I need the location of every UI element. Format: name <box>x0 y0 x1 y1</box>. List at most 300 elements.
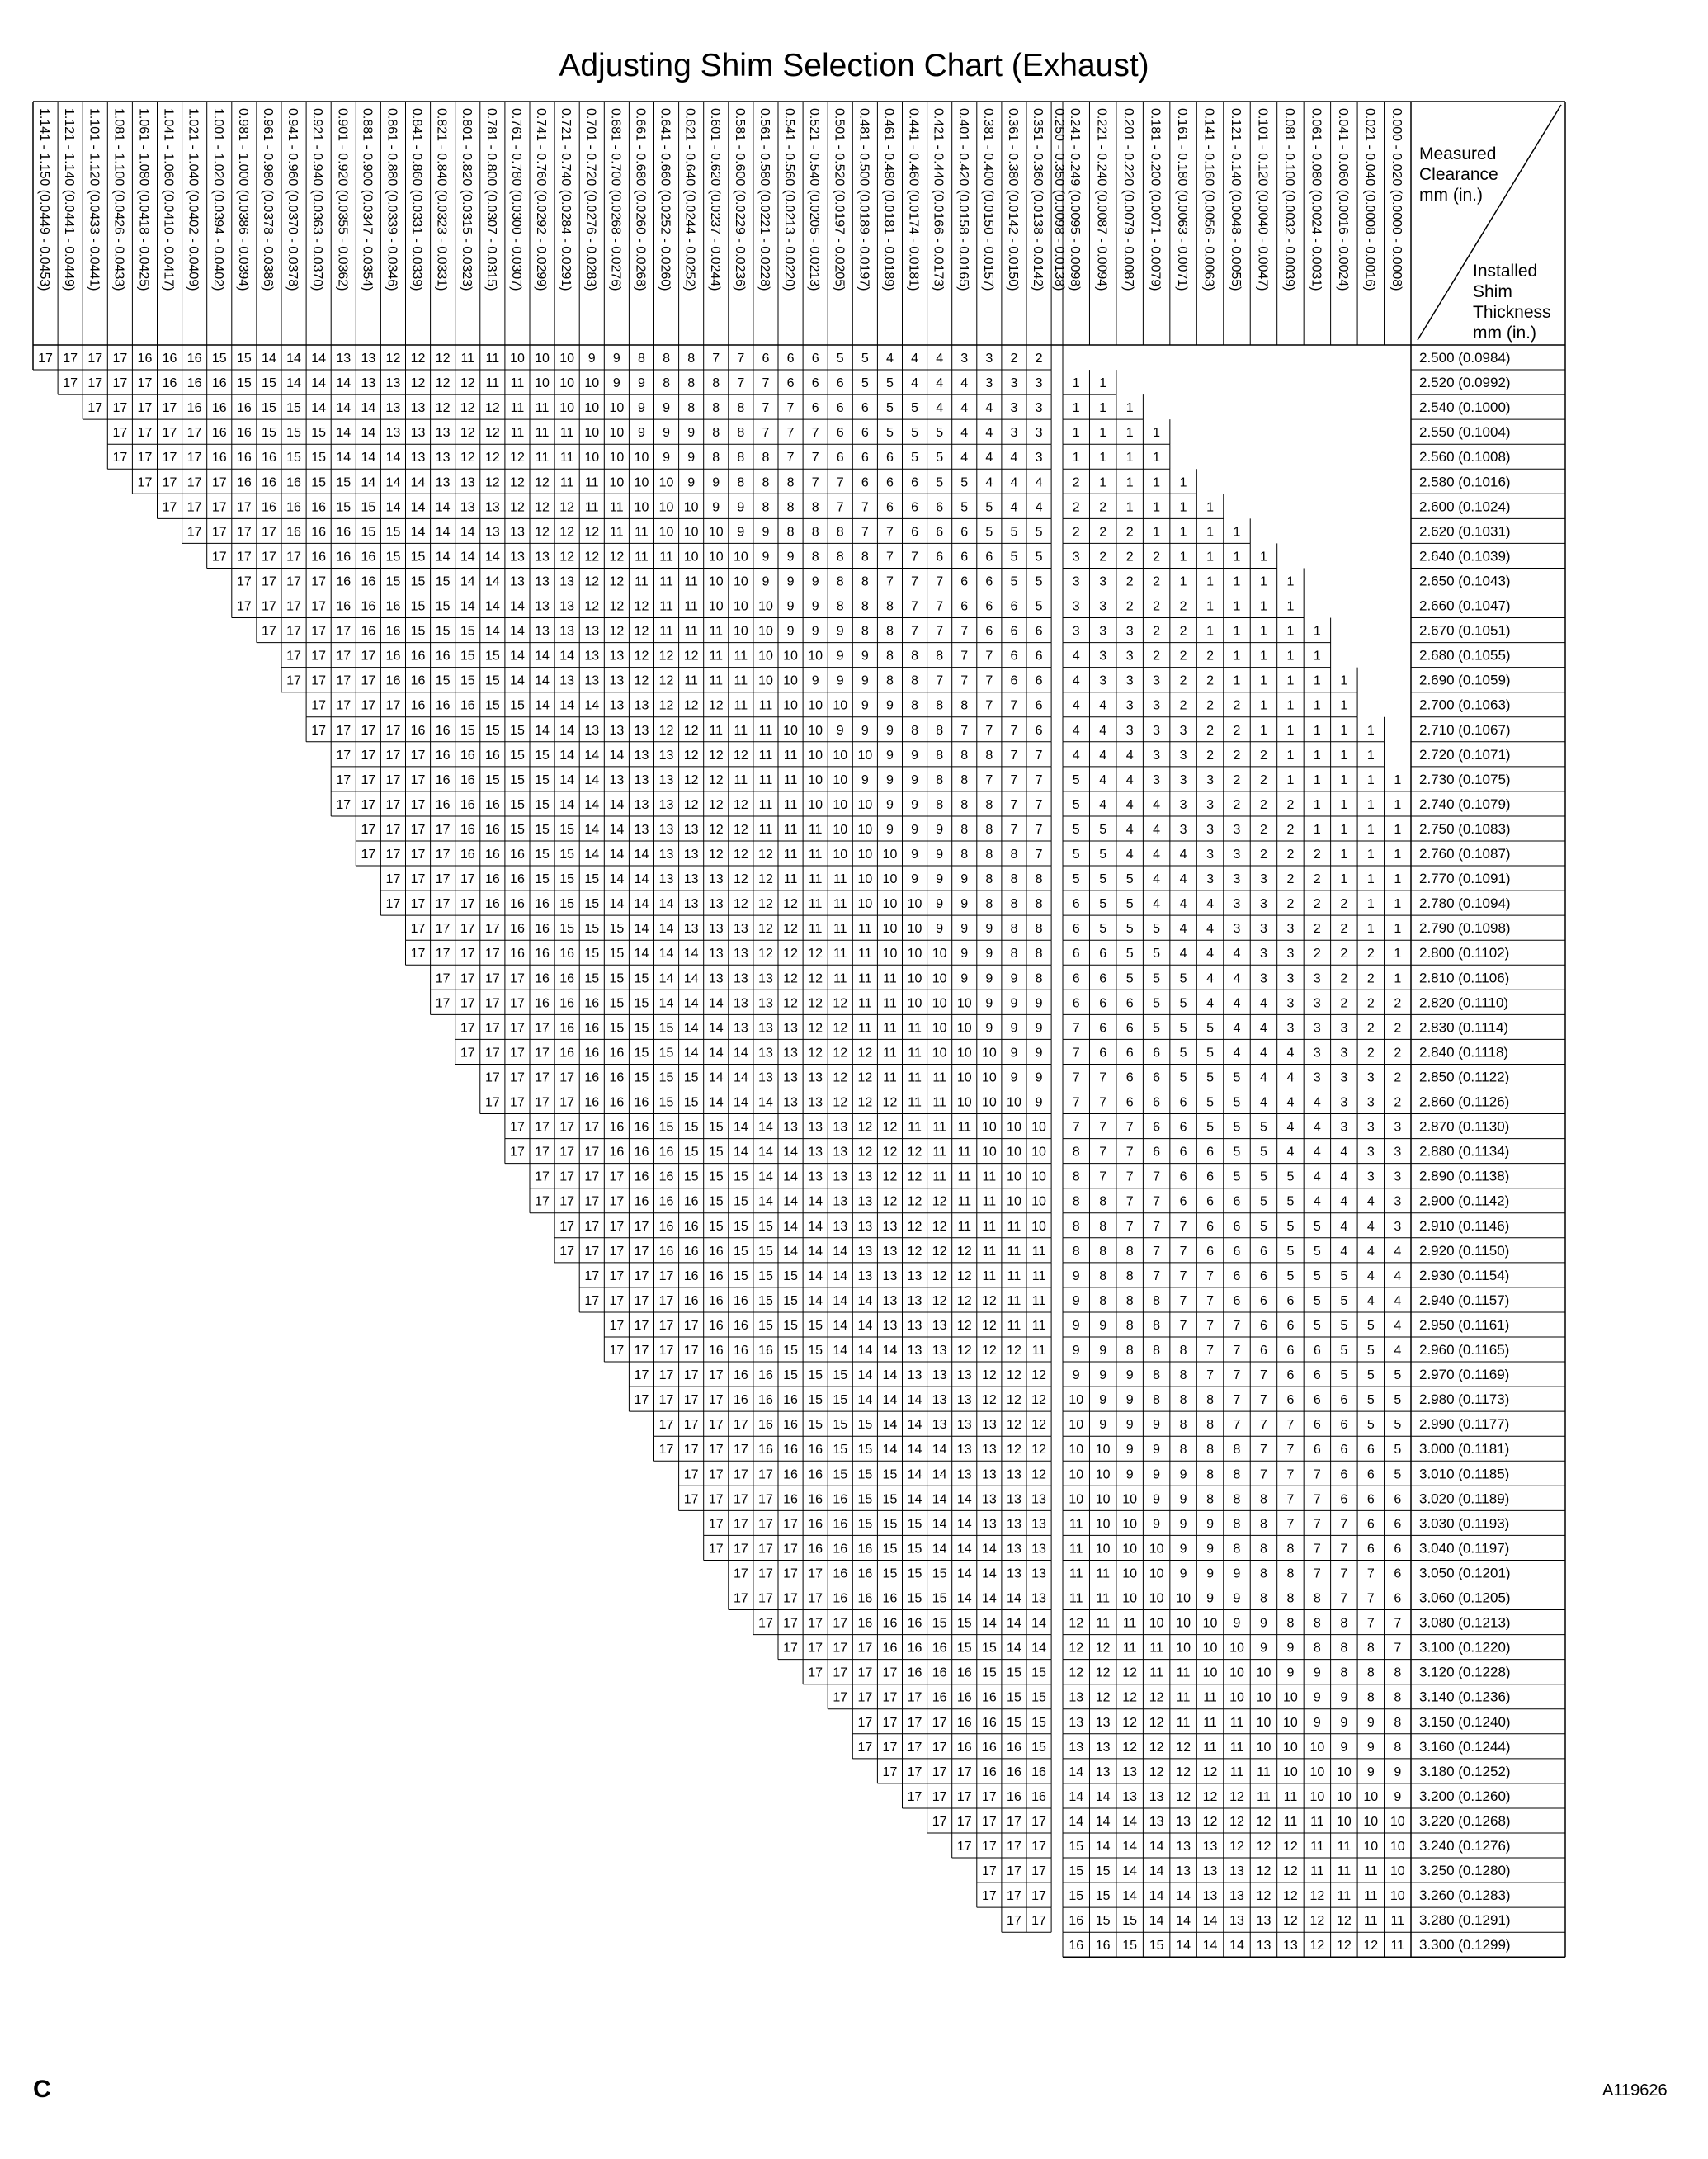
shim-number: 13 <box>981 1517 997 1532</box>
shim-number: 10 <box>1390 1889 1405 1904</box>
shim-number: 12 <box>758 872 773 887</box>
shim-number: 4 <box>1313 1169 1321 1184</box>
shim-number: 15 <box>1031 1665 1046 1680</box>
shim-number: 10 <box>584 451 600 465</box>
shim-number: 9 <box>1366 1740 1375 1755</box>
shim-number: 9 <box>1179 1467 1187 1482</box>
shim-number: 9 <box>1099 1418 1107 1433</box>
shim-number: 17 <box>311 673 327 688</box>
shim-number: 6 <box>1035 649 1043 664</box>
shim-number: 10 <box>708 574 724 589</box>
shim-number: 5 <box>1206 1095 1214 1110</box>
shim-number: 3 <box>1153 772 1161 787</box>
shim-number: 14 <box>559 797 575 812</box>
shim-number: 7 <box>1366 1591 1375 1606</box>
shim-number: 15 <box>1149 1939 1164 1953</box>
shim-number: 13 <box>1149 1814 1164 1829</box>
thickness-label: 3.220 (0.1268) <box>1419 1812 1511 1829</box>
shim-number: 14 <box>609 797 625 812</box>
shim-number: 16 <box>385 649 401 664</box>
shim-number: 6 <box>1206 1169 1214 1184</box>
shim-number: 6 <box>1206 1194 1214 1209</box>
shim-number: 7 <box>936 599 944 614</box>
clearance-column-header: 0.741 - 0.760 (0.0292 - 0.0299) <box>534 108 549 291</box>
shim-number: 12 <box>510 500 525 515</box>
shim-number: 11 <box>833 922 847 937</box>
shim-number: 17 <box>87 401 103 416</box>
shim-number: 13 <box>783 1046 798 1061</box>
shim-number: 11 <box>709 624 724 639</box>
shim-number: 14 <box>634 922 649 937</box>
shim-number: 6 <box>936 525 944 540</box>
shim-number: 17 <box>833 1616 848 1631</box>
shim-number: 9 <box>885 822 894 837</box>
shim-number: 3 <box>1072 624 1080 639</box>
shim-number: 17 <box>907 1765 922 1779</box>
shim-number: 15 <box>311 451 327 465</box>
shim-number: 5 <box>1179 971 1187 986</box>
shim-number: 17 <box>385 848 401 862</box>
shim-number: 14 <box>336 376 352 391</box>
shim-number: 17 <box>162 426 177 441</box>
shim-number: 8 <box>1035 872 1043 887</box>
shim-number: 8 <box>936 748 944 763</box>
clearance-column-header: 0.081 - 0.100 (0.0032 - 0.0039) <box>1281 108 1296 291</box>
shim-number: 12 <box>1336 1939 1352 1953</box>
shim-number: 6 <box>1260 1268 1267 1283</box>
shim-number: 11 <box>1364 1864 1378 1879</box>
thickness-label: 3.050 (0.1201) <box>1419 1565 1511 1581</box>
shim-number: 7 <box>985 698 993 713</box>
shim-number: 16 <box>981 1690 997 1705</box>
shim-number: 12 <box>1256 1864 1272 1879</box>
shim-number: 8 <box>836 574 844 589</box>
shim-number: 9 <box>1233 1616 1241 1631</box>
shim-number: 16 <box>385 624 401 639</box>
shim-number: 14 <box>1007 1591 1021 1606</box>
shim-number: 15 <box>584 922 600 937</box>
shim-number: 14 <box>435 550 451 565</box>
shim-number: 6 <box>1206 1219 1214 1234</box>
shim-number: 12 <box>510 451 525 465</box>
shim-number: 9 <box>861 772 869 787</box>
shim-number: 7 <box>1206 1344 1214 1358</box>
shim-number: 8 <box>1313 1616 1321 1631</box>
shim-number: 16 <box>733 1393 748 1408</box>
shim-number: 1 <box>1233 574 1241 589</box>
shim-number: 4 <box>1233 996 1241 1011</box>
shim-number: 13 <box>559 574 575 589</box>
shim-number: 5 <box>1206 1120 1214 1135</box>
shim-number: 9 <box>936 872 944 887</box>
shim-number: 13 <box>758 971 773 986</box>
shim-number: 17 <box>1007 1864 1021 1879</box>
shim-number: 13 <box>609 698 625 713</box>
shim-number: 6 <box>861 401 869 416</box>
shim-number: 6 <box>1366 1443 1375 1457</box>
shim-number: 13 <box>783 1021 798 1036</box>
shim-number: 14 <box>609 822 625 837</box>
shim-number: 17 <box>311 624 327 639</box>
shim-number: 16 <box>783 1492 798 1507</box>
shim-number: 16 <box>336 525 352 540</box>
shim-number: 6 <box>1072 996 1080 1011</box>
shim-number: 7 <box>1125 1219 1134 1234</box>
shim-number: 10 <box>882 947 898 961</box>
shim-number: 15 <box>833 1418 848 1433</box>
shim-number: 15 <box>783 1368 798 1383</box>
shim-number: 10 <box>833 698 848 713</box>
shim-number: 6 <box>1072 971 1080 986</box>
shim-number: 2 <box>1153 649 1161 664</box>
shim-number: 14 <box>658 947 674 961</box>
clearance-column-header: 0.401 - 0.420 (0.0158 - 0.0165) <box>955 108 970 291</box>
shim-number: 10 <box>1283 1690 1298 1705</box>
shim-number: 10 <box>808 698 823 713</box>
shim-number: 9 <box>985 947 993 961</box>
shim-number: 11 <box>1007 1293 1021 1308</box>
shim-number: 14 <box>1069 1765 1084 1779</box>
shim-number: 1 <box>1179 574 1187 589</box>
shim-number: 7 <box>1010 698 1018 713</box>
shim-number: 16 <box>857 1616 873 1631</box>
clearance-column-header: 1.081 - 1.100 (0.0426 - 0.0433) <box>111 108 126 291</box>
shim-number: 14 <box>857 1344 873 1358</box>
shim-number: 14 <box>932 1443 947 1457</box>
shim-number: 17 <box>708 1467 724 1482</box>
shim-number: 12 <box>1176 1765 1191 1779</box>
shim-number: 9 <box>786 599 795 614</box>
thickness-label: 3.010 (0.1185) <box>1419 1466 1510 1482</box>
shim-number: 15 <box>708 1219 724 1234</box>
shim-number: 12 <box>1176 1740 1191 1755</box>
shim-number: 5 <box>1366 1393 1375 1408</box>
clearance-column-header: 1.101 - 1.120 (0.0433 - 0.0441) <box>87 108 101 291</box>
shim-number: 9 <box>1286 1665 1295 1680</box>
shim-number: 10 <box>783 698 798 713</box>
shim-number: 15 <box>758 1318 773 1333</box>
shim-number: 13 <box>708 897 724 912</box>
shim-number: 7 <box>811 426 819 441</box>
shim-number: 13 <box>634 797 649 812</box>
shim-number: 12 <box>733 897 748 912</box>
shim-number: 8 <box>1206 1418 1214 1433</box>
shim-number: 7 <box>1125 1145 1134 1160</box>
clearance-column-header: 0.421 - 0.440 (0.0166 - 0.0173) <box>931 108 946 291</box>
shim-number: 15 <box>236 376 252 391</box>
shim-number: 5 <box>1125 872 1134 887</box>
shim-number: 17 <box>907 1690 922 1705</box>
shim-number: 6 <box>1340 1467 1348 1482</box>
shim-number: 17 <box>559 1145 575 1160</box>
shim-number: 17 <box>535 1095 550 1110</box>
shim-number: 13 <box>1149 1789 1164 1804</box>
shim-number: 9 <box>960 971 969 986</box>
shim-number: 5 <box>1206 1046 1214 1061</box>
shim-number: 17 <box>609 1268 625 1283</box>
shim-number: 12 <box>484 475 500 490</box>
shim-number: 9 <box>911 797 919 812</box>
shim-number: 6 <box>1010 649 1018 664</box>
shim-number: 16 <box>211 426 227 441</box>
shim-number: 17 <box>758 1591 773 1606</box>
shim-number: 7 <box>1035 748 1043 763</box>
shim-number: 15 <box>584 897 600 912</box>
shim-number: 10 <box>1122 1492 1138 1507</box>
shim-number: 8 <box>1099 1268 1107 1283</box>
shim-number: 1 <box>1233 599 1241 614</box>
shim-number: 17 <box>236 550 252 565</box>
thickness-label: 2.520 (0.0992) <box>1419 375 1511 391</box>
shim-number: 8 <box>737 451 745 465</box>
shim-number: 9 <box>836 673 844 688</box>
shim-number: 16 <box>708 1244 724 1259</box>
shim-number: 5 <box>1313 1268 1321 1283</box>
shim-number: 17 <box>708 1517 724 1532</box>
shim-number: 13 <box>634 822 649 837</box>
shim-number: 14 <box>484 599 500 614</box>
shim-number: 7 <box>811 475 819 490</box>
shim-number: 8 <box>1233 1517 1241 1532</box>
shim-number: 13 <box>1256 1914 1272 1929</box>
clearance-column-header: 0.941 - 0.960 (0.0370 - 0.0378) <box>285 108 300 291</box>
shim-number: 14 <box>833 1268 848 1283</box>
shim-number: 14 <box>1095 1840 1111 1854</box>
shim-number: 16 <box>311 525 327 540</box>
shim-number: 12 <box>1069 1665 1084 1680</box>
shim-number: 13 <box>1007 1517 1021 1532</box>
shim-number: 8 <box>985 897 993 912</box>
shim-number: 14 <box>1069 1814 1084 1829</box>
shim-number: 5 <box>1260 1145 1267 1160</box>
shim-number: 10 <box>1176 1641 1191 1656</box>
thickness-label: 3.000 (0.1181) <box>1419 1441 1510 1457</box>
shim-number: 9 <box>1206 1591 1214 1606</box>
shim-number: 16 <box>435 772 451 787</box>
shim-number: 17 <box>808 1641 823 1656</box>
shim-number: 14 <box>683 1046 699 1061</box>
shim-number: 13 <box>1031 1517 1046 1532</box>
shim-number: 14 <box>907 1492 922 1507</box>
shim-number: 16 <box>658 1219 674 1234</box>
shim-number: 4 <box>1206 897 1214 912</box>
shim-number: 4 <box>960 451 969 465</box>
shim-number: 17 <box>262 599 276 614</box>
shim-number: 4 <box>1260 1095 1267 1110</box>
shim-number: 6 <box>836 376 844 391</box>
shim-number: 1 <box>1206 624 1214 639</box>
shim-number: 15 <box>857 1517 873 1532</box>
shim-number: 6 <box>1313 1418 1321 1433</box>
shim-number: 9 <box>1072 1318 1080 1333</box>
shim-number: 17 <box>634 1318 649 1333</box>
shim-number: 12 <box>833 996 848 1011</box>
shim-number: 4 <box>1010 451 1018 465</box>
shim-number: 16 <box>1031 1789 1046 1804</box>
shim-number: 11 <box>1257 1765 1271 1779</box>
shim-number: 13 <box>1176 1814 1191 1829</box>
shim-number: 8 <box>936 797 944 812</box>
shim-number: 10 <box>857 897 873 912</box>
shim-number: 9 <box>885 772 894 787</box>
shim-number: 14 <box>1069 1789 1084 1804</box>
shim-number: 7 <box>1366 1566 1375 1581</box>
shim-number: 8 <box>885 624 894 639</box>
shim-number: 11 <box>932 1145 946 1160</box>
shim-number: 8 <box>1366 1690 1375 1705</box>
shim-number: 14 <box>783 1145 798 1160</box>
shim-number: 15 <box>460 624 475 639</box>
shim-number: 9 <box>985 1021 993 1036</box>
shim-number: 16 <box>286 475 301 490</box>
shim-number: 7 <box>1206 1318 1214 1333</box>
shim-number: 13 <box>609 723 625 738</box>
shim-number: 1 <box>1340 673 1348 688</box>
shim-number: 12 <box>1031 1393 1046 1408</box>
shim-number: 12 <box>857 1095 873 1110</box>
shim-number: 3 <box>1206 772 1214 787</box>
shim-number: 1 <box>1286 649 1295 664</box>
shim-number: 17 <box>336 624 352 639</box>
shim-number: 12 <box>956 1318 972 1333</box>
shim-number: 14 <box>609 872 625 887</box>
shim-number: 4 <box>1010 475 1018 490</box>
shim-number: 15 <box>833 1368 848 1383</box>
shim-number: 3 <box>1206 848 1214 862</box>
shim-number: 12 <box>634 673 649 688</box>
shim-number: 2 <box>1340 996 1348 1011</box>
shim-number: 11 <box>833 897 847 912</box>
shim-number: 11 <box>659 550 673 565</box>
shim-number: 15 <box>658 1021 674 1036</box>
shim-number: 17 <box>435 897 451 912</box>
shim-number: 14 <box>708 1021 724 1036</box>
shim-number: 14 <box>460 599 475 614</box>
shim-number: 3 <box>1179 748 1187 763</box>
clearance-column-header: 0.461 - 0.480 (0.0181 - 0.0189) <box>881 108 896 291</box>
shim-number: 16 <box>1007 1789 1021 1804</box>
shim-number: 10 <box>1256 1665 1272 1680</box>
shim-number: 5 <box>960 475 969 490</box>
shim-number: 8 <box>1179 1344 1187 1358</box>
shim-number: 8 <box>960 822 969 837</box>
shim-number: 9 <box>637 426 645 441</box>
shim-number: 1 <box>1153 475 1161 490</box>
shim-number: 10 <box>658 475 674 490</box>
thickness-label: 2.680 (0.1055) <box>1419 647 1511 664</box>
shim-number: 2 <box>1099 500 1107 515</box>
shim-number: 9 <box>1035 1070 1043 1085</box>
shim-number: 15 <box>336 500 352 515</box>
shim-number: 15 <box>559 822 575 837</box>
shim-number: 8 <box>836 525 844 540</box>
shim-number: 9 <box>836 723 844 738</box>
shim-number: 15 <box>658 1070 674 1085</box>
shim-number: 16 <box>833 1566 848 1581</box>
figure-id: A119626 <box>1602 2081 1668 2100</box>
shim-number: 8 <box>762 451 770 465</box>
shim-number: 12 <box>956 1344 972 1358</box>
shim-number: 8 <box>687 376 696 391</box>
shim-number: 14 <box>658 996 674 1011</box>
shim-number: 4 <box>1313 1120 1321 1135</box>
shim-number: 8 <box>1206 1443 1214 1457</box>
shim-number: 2 <box>1010 352 1018 366</box>
shim-number: 6 <box>861 475 869 490</box>
shim-number: 15 <box>1069 1889 1084 1904</box>
shim-number: 11 <box>883 1021 897 1036</box>
shim-number: 16 <box>385 673 401 688</box>
shim-number: 6 <box>1366 1492 1375 1507</box>
shim-number: 16 <box>460 848 475 862</box>
shim-number: 8 <box>1035 922 1043 937</box>
clearance-column-header: 0.561 - 0.580 (0.0221 - 0.0228) <box>757 108 771 291</box>
shim-number: 5 <box>885 401 894 416</box>
shim-number: 9 <box>1206 1542 1214 1557</box>
shim-number: 5 <box>1260 1194 1267 1209</box>
shim-number: 15 <box>460 649 475 664</box>
shim-number: 16 <box>634 1169 649 1184</box>
shim-number: 8 <box>911 698 919 713</box>
shim-number: 12 <box>683 772 699 787</box>
shim-number: 17 <box>186 500 202 515</box>
shim-number: 4 <box>1366 1268 1375 1283</box>
shim-number: 11 <box>709 673 724 688</box>
shim-number: 4 <box>1340 1145 1348 1160</box>
shim-number: 14 <box>758 1145 773 1160</box>
shim-number: 4 <box>1260 1021 1267 1036</box>
shim-number: 16 <box>683 1293 699 1308</box>
shim-number: 10 <box>708 599 724 614</box>
shim-number: 3 <box>1233 872 1241 887</box>
shim-number: 13 <box>1007 1542 1021 1557</box>
shim-number: 12 <box>510 475 525 490</box>
shim-number: 11 <box>858 947 872 961</box>
shim-number: 13 <box>1031 1492 1046 1507</box>
shim-number: 10 <box>1309 1789 1325 1804</box>
shim-number: 1 <box>1340 797 1348 812</box>
shim-number: 15 <box>932 1591 947 1606</box>
shim-number: 15 <box>683 1169 699 1184</box>
shim-number: 6 <box>960 525 969 540</box>
shim-number: 17 <box>460 947 475 961</box>
shim-number: 8 <box>1035 947 1043 961</box>
shim-number: 9 <box>985 922 993 937</box>
shim-number: 17 <box>634 1268 649 1283</box>
clearance-column-header: 0.921 - 0.940 (0.0363 - 0.0370) <box>310 108 325 291</box>
shim-number: 15 <box>535 772 550 787</box>
shim-number: 12 <box>484 426 500 441</box>
shim-number: 12 <box>857 1145 873 1160</box>
shim-number: 4 <box>1313 1194 1321 1209</box>
shim-number: 12 <box>708 822 724 837</box>
shim-number: 14 <box>733 1070 748 1085</box>
shim-number: 15 <box>484 772 500 787</box>
shim-number: 10 <box>1122 1517 1138 1532</box>
shim-number: 12 <box>435 401 451 416</box>
shim-number: 14 <box>559 772 575 787</box>
shim-number: 12 <box>460 401 475 416</box>
shim-number: 17 <box>186 475 202 490</box>
shim-number: 9 <box>587 352 596 366</box>
shim-number: 13 <box>683 822 699 837</box>
shim-number: 6 <box>960 550 969 565</box>
shim-number: 12 <box>559 500 575 515</box>
shim-number: 10 <box>708 525 724 540</box>
shim-number: 9 <box>737 500 745 515</box>
shim-number: 14 <box>435 525 451 540</box>
shim-number: 9 <box>1340 1740 1348 1755</box>
